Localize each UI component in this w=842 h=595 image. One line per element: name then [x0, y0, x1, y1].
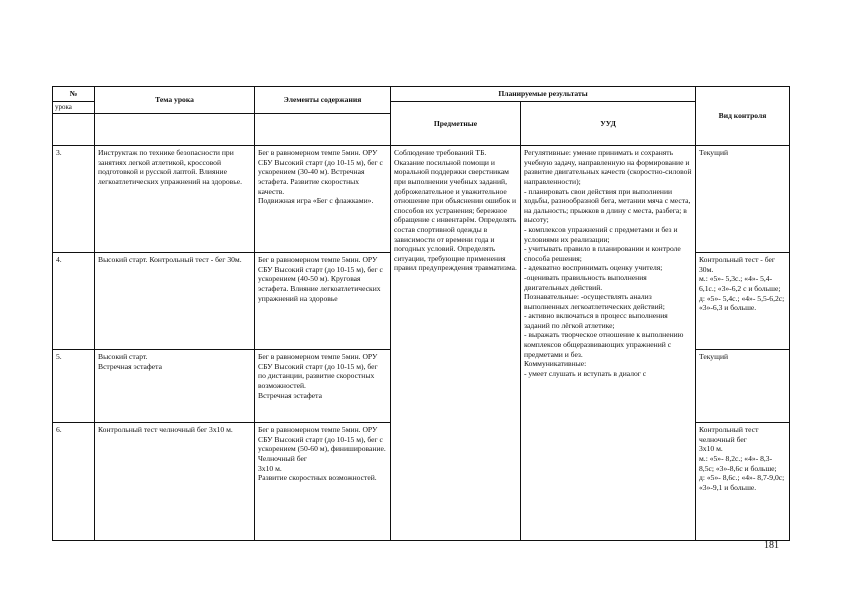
row-elements: Бег в равномерном темпе 5мин. ОРУ СБУ Высокий старт (до 10-15 м), бег с ускорением (50-60 м), финиширование. Челночный бег 3х10 м. Развитие скоростных возможностей. [255, 423, 391, 541]
row-number: 3. [53, 146, 95, 253]
row-control: Текущий [696, 146, 790, 253]
lesson-plan-table [52, 86, 790, 541]
row-elements: Бег в равномерном темпе 5мин. ОРУ СБУ Высокий старт (до 10-15 м), бег с ускорением (40-50 м). Круговая эстафета. Влияние легкоатлетических упражнений на здоровье [255, 253, 391, 350]
header-uud: УУД [521, 101, 696, 146]
table-row [53, 146, 790, 253]
row-control: Текущий [696, 350, 790, 423]
header-topic: Тема урока [95, 87, 255, 114]
uud-cell: Регулятивные: умение принимать и сохранять учебную задачу, направленную на формирование и развитие двигательных качеств (скоростно-силовой направленности); - планировать свои действия при выполнении ходьбы, разнообразной бега, метании мяча с места, на дальность; прыжков в длину с места, разбега; в высоту; - комплексов упражнений с предметами и без и условиями их реализации; - учитывать правило в планировании и контроле способа решения; - адекватно воспринимать оценку учителя; -оценивать правильность выполнения двигательных действий. Познавательные: -осуществлять анализ выполненных легкоатлетических действий; - активно включаться в процесс выполнения заданий по лёгкой атлетике; - выражать творческое отношение к выполнению комплексов общеразвивающих упражнений с предметами и без. Коммуникативные: - умеет слушать и вступать в диалог с [521, 146, 696, 541]
row-number: 4. [53, 253, 95, 350]
header-subject-results: Предметные [391, 101, 521, 146]
row-control: Контрольный тест - бег 30м. м.: «5»- 5,3с.; «4»- 5,4-6,1с.; «3»-6,2 с и больше; д: «5»- 5,4с.; «4»- 5,5-6,2с; «3»-6,3 и больше. [696, 253, 790, 350]
header-num-sub: урока [53, 101, 95, 114]
header-elements: Элементы содержания [255, 87, 391, 114]
header-blank [95, 114, 255, 146]
row-elements: Бег в равномерном темпе 5мин. ОРУ СБУ Высокий старт (до 10-15 м), бег с ускорением (30-40 м). Встречная эстафета. Развитие скоростных качеств. Подвижная игра «Бег с флажками». [255, 146, 391, 253]
row-elements: Бег в равномерном темпе 5мин. ОРУ СБУ Высокий старт (до 10-15 м), бег по дистанции, развитие скоростных возможностей. Встречная эстафета [255, 350, 391, 423]
header-num: № [53, 87, 95, 102]
row-control: Контрольный тест челночный бег 3х10 м. м.: «5»- 8,2с.; «4»- 8,3-8,5с; «3»-8,6с и больше; д: «5»- 8,6с.; «4»- 8,7-9,0с; «3»-9,1 и больше. [696, 423, 790, 541]
header-blank [255, 114, 391, 146]
row-number: 6. [53, 423, 95, 541]
page-number: 181 [764, 540, 779, 551]
subject-results-cell: Соблюдение требований ТБ. Оказание посильной помощи и моральной поддержки сверстникам при выполнении учебных заданий, доброжелательное и уважительное отношение при объяснении ошибок и способов их устранения; бережное обращение с инвентарём. Определять состав спортивной одежды в зависимости от времени года и погодных условий. Определять ситуации, требующие применения правил предупреждения травматизма. [391, 146, 521, 541]
row-topic: Высокий старт. Контрольный тест - бег 30м. [95, 253, 255, 350]
row-number: 5. [53, 350, 95, 423]
header-control-type: Вид контроля [696, 87, 790, 146]
header-planned-results: Планируемые результаты [391, 87, 696, 102]
row-topic: Инструктаж по технике безопасности при занятиях легкой атлетикой, кроссовой подготовкой и русской лаптой. Влияние легкоатлетических упражнений на здоровье. [95, 146, 255, 253]
row-topic: Контрольный тест челночный бег 3х10 м. [95, 423, 255, 541]
row-topic: Высокий старт. Встречная эстафета [95, 350, 255, 423]
header-blank [53, 114, 95, 146]
